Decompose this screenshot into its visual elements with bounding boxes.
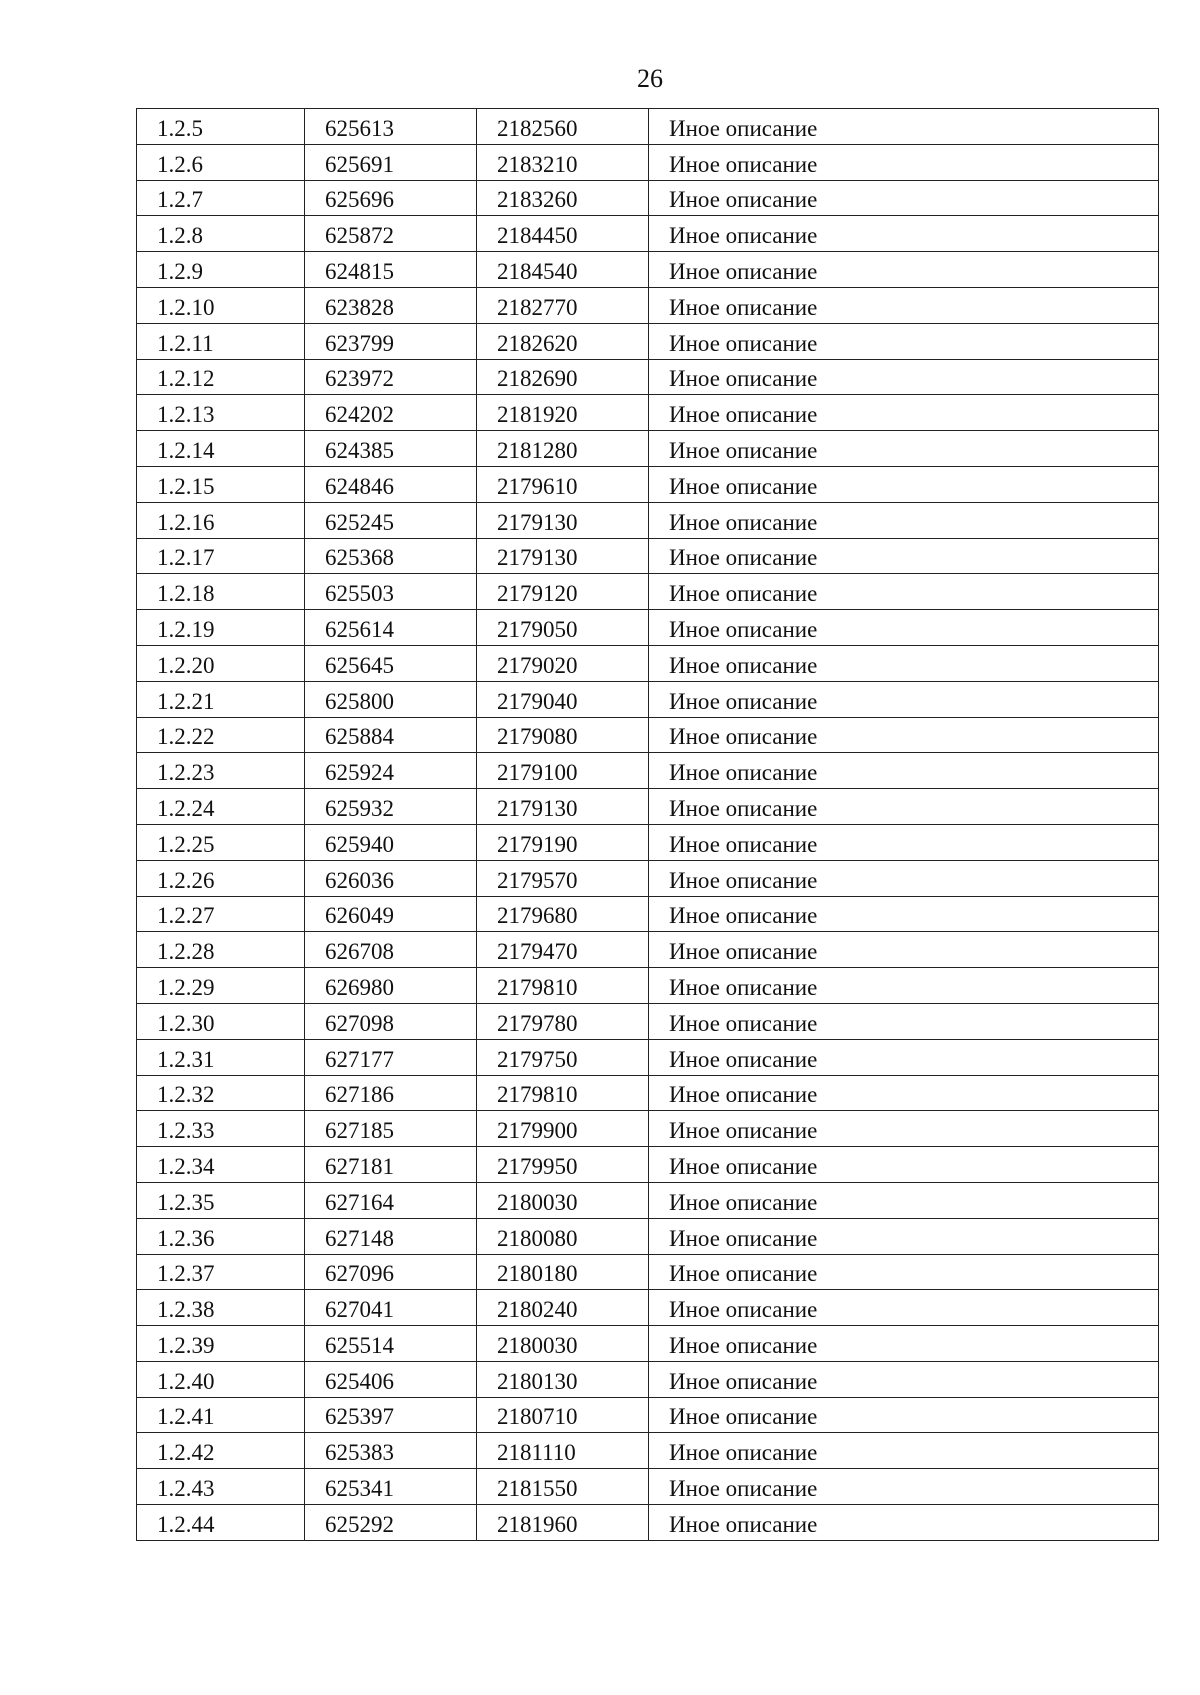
y-coordinate-cell: 2179810 [477, 1075, 649, 1111]
point-number-cell: 1.2.11 [137, 323, 305, 359]
description-cell: Иное описание [649, 860, 1159, 896]
table-row [137, 1361, 1159, 1397]
point-number-cell: 1.2.7 [137, 180, 305, 216]
y-coordinate-cell: 2184450 [477, 216, 649, 252]
y-coordinate-cell: 2183260 [477, 180, 649, 216]
table-row [137, 1075, 1159, 1111]
x-coordinate-cell: 625397 [305, 1397, 477, 1433]
x-coordinate-cell: 625368 [305, 538, 477, 574]
x-coordinate-cell: 623972 [305, 359, 477, 395]
table-row [137, 574, 1159, 610]
table-row [137, 645, 1159, 681]
description-cell: Иное описание [649, 1397, 1159, 1433]
point-number-cell: 1.2.28 [137, 932, 305, 968]
description-cell: Иное описание [649, 574, 1159, 610]
x-coordinate-cell: 625383 [305, 1433, 477, 1469]
point-number-cell: 1.2.21 [137, 681, 305, 717]
point-number-cell: 1.2.19 [137, 610, 305, 646]
y-coordinate-cell: 2179900 [477, 1111, 649, 1147]
y-coordinate-cell: 2180240 [477, 1290, 649, 1326]
y-coordinate-cell: 2183210 [477, 144, 649, 180]
table-row [137, 431, 1159, 467]
table-row [137, 824, 1159, 860]
table-row [137, 753, 1159, 789]
x-coordinate-cell: 625245 [305, 502, 477, 538]
description-cell: Иное описание [649, 1182, 1159, 1218]
point-number-cell: 1.2.40 [137, 1361, 305, 1397]
y-coordinate-cell: 2179130 [477, 538, 649, 574]
table-row [137, 1433, 1159, 1469]
description-cell: Иное описание [649, 252, 1159, 288]
description-cell: Иное описание [649, 1505, 1159, 1541]
point-number-cell: 1.2.17 [137, 538, 305, 574]
table-row [137, 896, 1159, 932]
x-coordinate-cell: 625613 [305, 109, 477, 145]
table-row [137, 1111, 1159, 1147]
y-coordinate-cell: 2179610 [477, 466, 649, 502]
point-number-cell: 1.2.23 [137, 753, 305, 789]
x-coordinate-cell: 625872 [305, 216, 477, 252]
description-cell: Иное описание [649, 216, 1159, 252]
description-cell: Иное описание [649, 1469, 1159, 1505]
y-coordinate-cell: 2181550 [477, 1469, 649, 1505]
point-number-cell: 1.2.27 [137, 896, 305, 932]
x-coordinate-cell: 625696 [305, 180, 477, 216]
y-coordinate-cell: 2180130 [477, 1361, 649, 1397]
x-coordinate-cell: 627098 [305, 1003, 477, 1039]
table-row [137, 395, 1159, 431]
y-coordinate-cell: 2179120 [477, 574, 649, 610]
point-number-cell: 1.2.25 [137, 824, 305, 860]
x-coordinate-cell: 627186 [305, 1075, 477, 1111]
table-row [137, 109, 1159, 145]
description-cell: Иное описание [649, 323, 1159, 359]
point-number-cell: 1.2.6 [137, 144, 305, 180]
description-cell: Иное описание [649, 180, 1159, 216]
point-number-cell: 1.2.34 [137, 1147, 305, 1183]
table-row [137, 1218, 1159, 1254]
description-cell: Иное описание [649, 1433, 1159, 1469]
y-coordinate-cell: 2181920 [477, 395, 649, 431]
x-coordinate-cell: 625691 [305, 144, 477, 180]
description-cell: Иное описание [649, 717, 1159, 753]
y-coordinate-cell: 2182560 [477, 109, 649, 145]
x-coordinate-cell: 625800 [305, 681, 477, 717]
y-coordinate-cell: 2179080 [477, 717, 649, 753]
y-coordinate-cell: 2180030 [477, 1182, 649, 1218]
x-coordinate-cell: 623828 [305, 287, 477, 323]
description-cell: Иное описание [649, 1111, 1159, 1147]
table-row [137, 252, 1159, 288]
table-row [137, 789, 1159, 825]
x-coordinate-cell: 627041 [305, 1290, 477, 1326]
table-row [137, 681, 1159, 717]
description-cell: Иное описание [649, 109, 1159, 145]
y-coordinate-cell: 2184540 [477, 252, 649, 288]
point-number-cell: 1.2.31 [137, 1039, 305, 1075]
x-coordinate-cell: 624846 [305, 466, 477, 502]
description-cell: Иное описание [649, 1075, 1159, 1111]
table-row [137, 1039, 1159, 1075]
x-coordinate-cell: 625924 [305, 753, 477, 789]
description-cell: Иное описание [649, 896, 1159, 932]
point-number-cell: 1.2.8 [137, 216, 305, 252]
y-coordinate-cell: 2180030 [477, 1326, 649, 1362]
y-coordinate-cell: 2179680 [477, 896, 649, 932]
x-coordinate-cell: 626049 [305, 896, 477, 932]
point-number-cell: 1.2.30 [137, 1003, 305, 1039]
point-number-cell: 1.2.13 [137, 395, 305, 431]
point-number-cell: 1.2.24 [137, 789, 305, 825]
y-coordinate-cell: 2179950 [477, 1147, 649, 1183]
x-coordinate-cell: 627164 [305, 1182, 477, 1218]
point-number-cell: 1.2.26 [137, 860, 305, 896]
x-coordinate-cell: 627181 [305, 1147, 477, 1183]
point-number-cell: 1.2.29 [137, 968, 305, 1004]
x-coordinate-cell: 625614 [305, 610, 477, 646]
x-coordinate-cell: 626708 [305, 932, 477, 968]
y-coordinate-cell: 2182620 [477, 323, 649, 359]
y-coordinate-cell: 2181960 [477, 1505, 649, 1541]
y-coordinate-cell: 2179050 [477, 610, 649, 646]
table-row [137, 180, 1159, 216]
point-number-cell: 1.2.41 [137, 1397, 305, 1433]
table-row [137, 932, 1159, 968]
x-coordinate-cell: 624385 [305, 431, 477, 467]
y-coordinate-cell: 2179100 [477, 753, 649, 789]
table-row [137, 502, 1159, 538]
point-number-cell: 1.2.22 [137, 717, 305, 753]
point-number-cell: 1.2.12 [137, 359, 305, 395]
description-cell: Иное описание [649, 645, 1159, 681]
table-row [137, 1003, 1159, 1039]
point-number-cell: 1.2.16 [137, 502, 305, 538]
point-number-cell: 1.2.37 [137, 1254, 305, 1290]
point-number-cell: 1.2.14 [137, 431, 305, 467]
table-row [137, 287, 1159, 323]
y-coordinate-cell: 2182770 [477, 287, 649, 323]
table-row [137, 1469, 1159, 1505]
y-coordinate-cell: 2180180 [477, 1254, 649, 1290]
description-cell: Иное описание [649, 466, 1159, 502]
description-cell: Иное описание [649, 1218, 1159, 1254]
y-coordinate-cell: 2179810 [477, 968, 649, 1004]
y-coordinate-cell: 2179750 [477, 1039, 649, 1075]
table-row [137, 359, 1159, 395]
description-cell: Иное описание [649, 538, 1159, 574]
table-row [137, 538, 1159, 574]
x-coordinate-cell: 623799 [305, 323, 477, 359]
point-number-cell: 1.2.44 [137, 1505, 305, 1541]
y-coordinate-cell: 2179020 [477, 645, 649, 681]
table-row [137, 1182, 1159, 1218]
table-row [137, 610, 1159, 646]
point-number-cell: 1.2.39 [137, 1326, 305, 1362]
x-coordinate-cell: 625292 [305, 1505, 477, 1541]
point-number-cell: 1.2.5 [137, 109, 305, 145]
page-number: 26 [637, 64, 663, 93]
x-coordinate-cell: 625940 [305, 824, 477, 860]
table-row [137, 1254, 1159, 1290]
y-coordinate-cell: 2179130 [477, 502, 649, 538]
y-coordinate-cell: 2182690 [477, 359, 649, 395]
point-number-cell: 1.2.9 [137, 252, 305, 288]
coordinates-table [136, 108, 1159, 1541]
y-coordinate-cell: 2179780 [477, 1003, 649, 1039]
x-coordinate-cell: 627148 [305, 1218, 477, 1254]
description-cell: Иное описание [649, 502, 1159, 538]
description-cell: Иное описание [649, 1326, 1159, 1362]
x-coordinate-cell: 627096 [305, 1254, 477, 1290]
description-cell: Иное описание [649, 359, 1159, 395]
point-number-cell: 1.2.10 [137, 287, 305, 323]
x-coordinate-cell: 624815 [305, 252, 477, 288]
coordinates-table-body [137, 109, 1159, 1541]
x-coordinate-cell: 625645 [305, 645, 477, 681]
y-coordinate-cell: 2179570 [477, 860, 649, 896]
table-row [137, 1290, 1159, 1326]
description-cell: Иное описание [649, 968, 1159, 1004]
point-number-cell: 1.2.32 [137, 1075, 305, 1111]
description-cell: Иное описание [649, 1290, 1159, 1326]
table-row [137, 323, 1159, 359]
description-cell: Иное описание [649, 1003, 1159, 1039]
table-row [137, 1505, 1159, 1541]
table-row [137, 1147, 1159, 1183]
point-number-cell: 1.2.43 [137, 1469, 305, 1505]
x-coordinate-cell: 624202 [305, 395, 477, 431]
point-number-cell: 1.2.33 [137, 1111, 305, 1147]
description-cell: Иное описание [649, 431, 1159, 467]
point-number-cell: 1.2.18 [137, 574, 305, 610]
description-cell: Иное описание [649, 1039, 1159, 1075]
x-coordinate-cell: 626980 [305, 968, 477, 1004]
point-number-cell: 1.2.38 [137, 1290, 305, 1326]
y-coordinate-cell: 2181280 [477, 431, 649, 467]
table-row [137, 717, 1159, 753]
point-number-cell: 1.2.36 [137, 1218, 305, 1254]
table-row [137, 144, 1159, 180]
x-coordinate-cell: 625514 [305, 1326, 477, 1362]
table-row [137, 860, 1159, 896]
description-cell: Иное описание [649, 932, 1159, 968]
description-cell: Иное описание [649, 753, 1159, 789]
table-row [137, 216, 1159, 252]
point-number-cell: 1.2.35 [137, 1182, 305, 1218]
x-coordinate-cell: 626036 [305, 860, 477, 896]
y-coordinate-cell: 2180710 [477, 1397, 649, 1433]
table-row [137, 1326, 1159, 1362]
description-cell: Иное описание [649, 1254, 1159, 1290]
description-cell: Иное описание [649, 287, 1159, 323]
x-coordinate-cell: 625341 [305, 1469, 477, 1505]
table-row [137, 968, 1159, 1004]
description-cell: Иное описание [649, 144, 1159, 180]
x-coordinate-cell: 625884 [305, 717, 477, 753]
x-coordinate-cell: 627185 [305, 1111, 477, 1147]
x-coordinate-cell: 625932 [305, 789, 477, 825]
y-coordinate-cell: 2180080 [477, 1218, 649, 1254]
y-coordinate-cell: 2179190 [477, 824, 649, 860]
description-cell: Иное описание [649, 610, 1159, 646]
x-coordinate-cell: 627177 [305, 1039, 477, 1075]
point-number-cell: 1.2.42 [137, 1433, 305, 1469]
table-row [137, 1397, 1159, 1433]
x-coordinate-cell: 625406 [305, 1361, 477, 1397]
description-cell: Иное описание [649, 1361, 1159, 1397]
x-coordinate-cell: 625503 [305, 574, 477, 610]
point-number-cell: 1.2.15 [137, 466, 305, 502]
y-coordinate-cell: 2181110 [477, 1433, 649, 1469]
table-row [137, 466, 1159, 502]
description-cell: Иное описание [649, 681, 1159, 717]
point-number-cell: 1.2.20 [137, 645, 305, 681]
description-cell: Иное описание [649, 789, 1159, 825]
y-coordinate-cell: 2179040 [477, 681, 649, 717]
description-cell: Иное описание [649, 1147, 1159, 1183]
description-cell: Иное описание [649, 824, 1159, 860]
description-cell: Иное описание [649, 395, 1159, 431]
y-coordinate-cell: 2179470 [477, 932, 649, 968]
y-coordinate-cell: 2179130 [477, 789, 649, 825]
